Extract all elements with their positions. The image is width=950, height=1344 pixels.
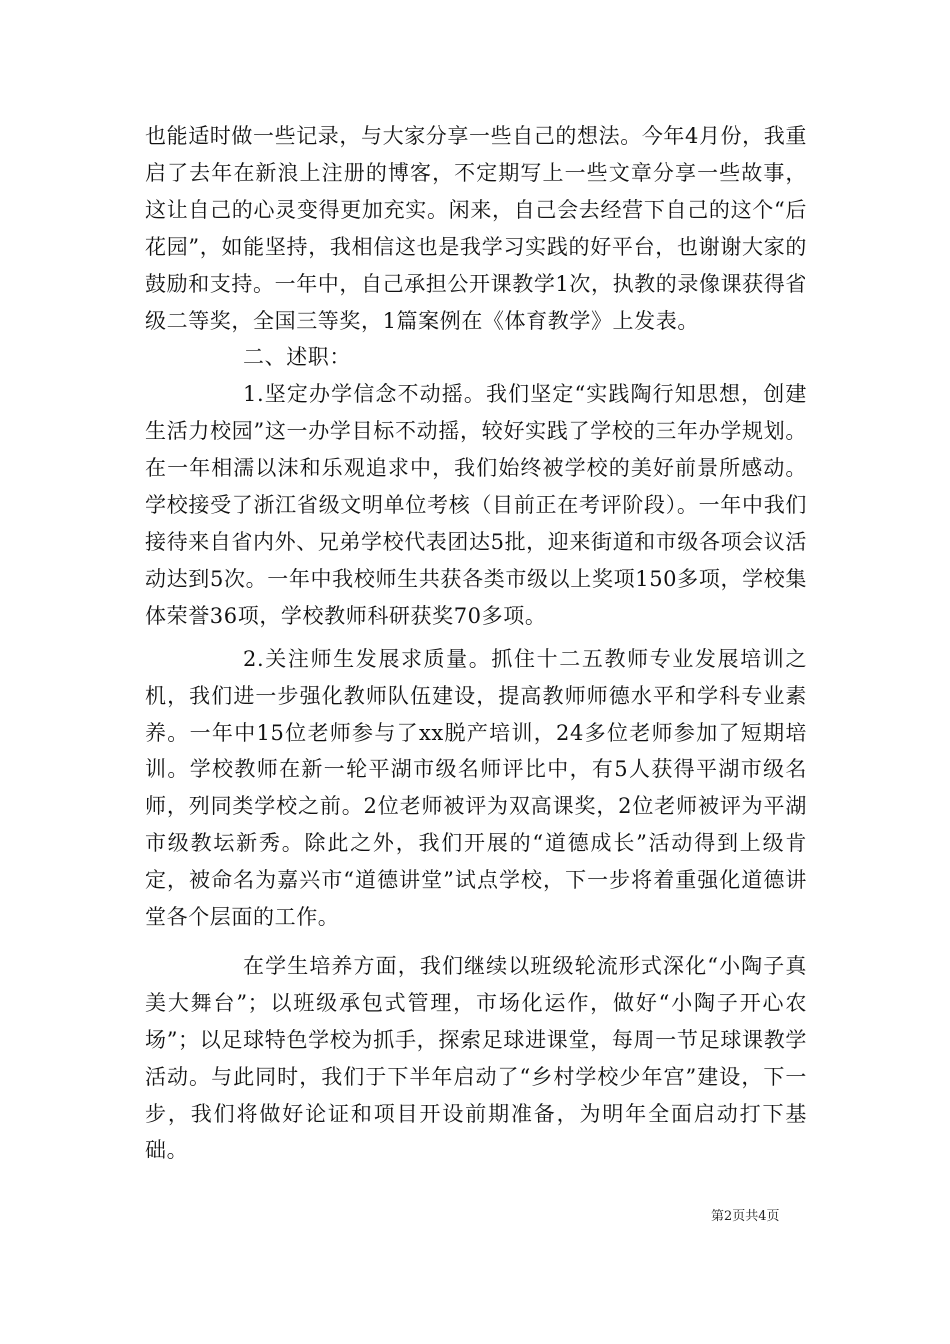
document-body [145,118,807,1169]
paragraph-student-training: 在学生培养方面，我们继续以班级轮流形式深化“小陶子真美大舞台”；以班级承包式管理，市场化运作，做好“小陶子开心农场”；以足球特色学校为抓手，探索足球进课堂，每周一节足球课教学活动。与此同时，我们于下半年启动了“乡村学校少年宫”建设，下一步，我们将做好论证和项目开设前期准备，为明年全面启动打下基础。 [145,953,807,1163]
page-number-footer: 第2页共4页 [711,1209,780,1224]
paragraph-school-belief: 1.坚定办学信念不动摇。我们坚定“实践陶行知思想，创建生活力校园”这一办学目标不动摇，较好实践了学校的三年办学规划。在一年相濡以沫和乐观追求中，我们始终被学校的美好前景所感动。学校接受了浙江省级文明单位考核（目前正在考评阶段）。一年中我们接待来自省内外、兄弟学校代表团达5批，迎来街道和市级各项会议活动达到5次。一年中我校师生共获各类市级以上奖项150多项，学校集体荣誉36项，学校教师科研获奖70多项。 [145,382,807,628]
section-heading-report: 二、述职： [243,345,351,370]
paragraph-teacher-development: 2.关注师生发展求质量。抓住十二五教师专业发展培训之机，我们进一步强化教师队伍建设，提高教师师德水平和学科专业素养。一年中15位老师参与了xx脱产培训，24多位老师参加了短期培训。学校教师在新一轮平湖市级名师评比中，有5人获得平湖市级名师，列同类学校之前。2位老师被评为双高课奖，2位老师被评为平湖市级教坛新秀。除此之外，我们开展的“道德成长”活动得到上级肯定，被命名为嘉兴市“道德讲堂”试点学校，下一步将着重强化道德讲堂各个层面的工作。 [145,646,807,930]
paragraph-blog-intro: 也能适时做一些记录，与大家分享一些自己的想法。今年4月份，我重启了去年在新浪上注册的博客，不定期写上一些文章分享一些故事，这让自己的心灵变得更加充实。闲来，自己会去经营下自己的这个“后花园”，如能坚持，我相信这也是我学习实践的好平台，也谢谢大家的鼓励和支持。一年中，自己承担公开课教学1次，执教的录像课获得省级二等奖，全国三等奖，1篇案例在《体育教学》上发表。 [145,124,807,333]
